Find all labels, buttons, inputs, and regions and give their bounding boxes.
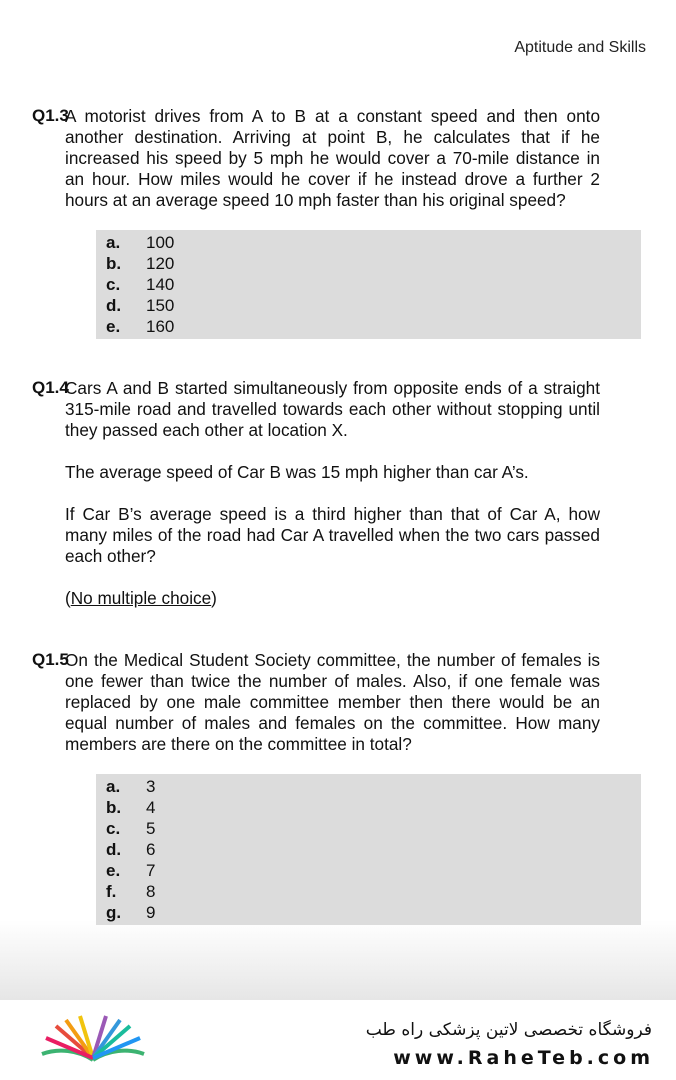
shop-name: فروشگاه تخصصی لاتین پزشکی راه طب <box>365 1020 652 1040</box>
option-d[interactable]: d. 150 <box>106 296 175 315</box>
answer-options <box>96 230 641 339</box>
option-c[interactable]: c. 5 <box>106 819 156 838</box>
option-f[interactable]: f. 8 <box>106 882 156 901</box>
question-text <box>65 378 600 609</box>
question-text <box>65 106 600 211</box>
question-number: Q1.4 <box>32 378 69 397</box>
watermark-footer <box>0 1000 676 1080</box>
running-header: Aptitude and Skills <box>514 39 646 56</box>
question-paragraph: If Car B’s average speed is a third higher than that of Car A, how many miles of the road had Car A travelled when the two cars passed each other? <box>65 504 600 566</box>
option-e[interactable]: e. 160 <box>106 317 175 336</box>
question-paragraph: A motorist drives from A to B at a constant speed and then onto another destination. Arriving at point B, he calculates that if he increased his speed by 5 mph he would cover a 70-mile distance in an hour. How miles would he cover if he instead drove a further 2 hours at an average speed 10 mph faster than his original speed? <box>65 106 600 210</box>
option-g[interactable]: g. 9 <box>106 903 156 922</box>
option-e[interactable]: e. 7 <box>106 861 156 880</box>
question-text <box>65 650 600 755</box>
website-url[interactable]: www.RaheTeb.com <box>393 1047 654 1069</box>
question-number: Q1.5 <box>32 650 69 669</box>
question-paragraph: Cars A and B started simultaneously from opposite ends of a straight 315-mile road and travelled towards each other without stopping until they passed each other at location X. <box>65 378 600 440</box>
question-paragraph: The average speed of Car B was 15 mph higher than car A’s. <box>65 462 529 482</box>
option-c[interactable]: c. 140 <box>106 275 175 294</box>
option-b[interactable]: b. 120 <box>106 254 175 273</box>
answer-options <box>96 774 641 925</box>
option-a[interactable]: a. 100 <box>106 233 175 252</box>
option-a[interactable]: a. 3 <box>106 777 156 796</box>
option-d[interactable]: d. 6 <box>106 840 156 859</box>
option-b[interactable]: b. 4 <box>106 798 156 817</box>
answer-format-note: (No multiple choice) <box>65 588 217 608</box>
question-paragraph: On the Medical Student Society committee, the number of females is one fewer than twice the number of males. Also, if one female was replaced by one male committee member then there would be an equal number of males and females on the committee. How many members are there on the committee in total? <box>65 650 600 754</box>
open-book-logo-icon <box>38 1014 148 1069</box>
question-number: Q1.3 <box>32 106 69 125</box>
